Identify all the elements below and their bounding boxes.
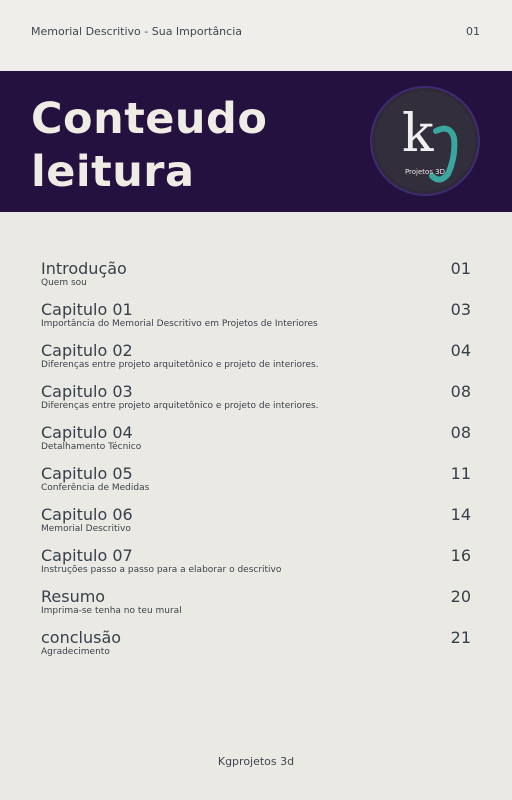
toc-item [41,421,471,460]
toc-item-title: Capitulo 06 [41,505,133,524]
banner-title-line2: leitura [31,147,195,197]
toc-item-page: 21 [450,628,471,647]
toc-item-title: Capitulo 04 [41,423,133,442]
toc-item [41,339,471,378]
toc-item-subtitle: Detalhamento Técnico [41,442,142,452]
toc-item-title: Capitulo 03 [41,382,133,401]
toc-item-page: 11 [450,464,471,483]
toc-item [41,257,471,296]
toc-item [41,544,471,583]
toc-item-subtitle: Diferenças entre projeto arquitetônico e projeto de interiores. [41,360,319,370]
toc-item-title: Capitulo 02 [41,341,133,360]
toc-item [41,380,471,419]
logo-letter-k: k [402,104,434,164]
toc-item [41,298,471,337]
toc-item-title: Capitulo 07 [41,546,133,565]
toc-item-title: conclusão [41,628,122,647]
toc-item [41,585,471,624]
toc-item-subtitle: Imprima-se tenha no teu mural [41,606,182,616]
toc-item-page: 08 [450,382,471,401]
toc-item [41,503,471,542]
toc-item-page: 20 [450,587,471,606]
kg-logo [370,86,480,196]
toc-item [41,626,471,665]
document-title: Memorial Descritivo - Sua Importância [31,25,242,38]
toc-item-page: 08 [450,423,471,442]
toc-item-page: 16 [450,546,471,565]
toc-item-subtitle: Instruções passo a passo para a elaborar o descritivo [41,565,282,575]
toc-item-page: 04 [450,341,471,360]
logo-caption: Projetos 3D [404,168,446,176]
toc-item-title: Capitulo 01 [41,300,133,319]
toc-item-subtitle: Conferência de Medidas [41,483,150,493]
toc-item-title: Capitulo 05 [41,464,133,483]
toc-item-subtitle: Agradecimento [41,647,110,657]
toc-item-page: 14 [450,505,471,524]
page-header [0,0,512,70]
table-of-contents [41,257,471,667]
footer-text: Kgprojetos 3d [217,755,295,768]
toc-item [41,462,471,501]
banner-title-line1: Conteudo [31,94,268,144]
toc-item-subtitle: Memorial Descritivo [41,524,131,534]
toc-item-title: Resumo [41,587,106,606]
banner-title [31,93,267,199]
toc-item-subtitle: Quem sou [41,278,87,288]
toc-item-page: 01 [450,259,471,278]
toc-item-subtitle: Importância do Memorial Descritivo em Projetos de Interiores [41,319,318,329]
toc-item-subtitle: Diferenças entre projeto arquitetônico e projeto de interiores. [41,401,319,411]
title-banner [0,71,512,212]
toc-item-page: 03 [450,300,471,319]
toc-item-title: Introdução [41,259,127,278]
page-number: 01 [466,25,480,38]
